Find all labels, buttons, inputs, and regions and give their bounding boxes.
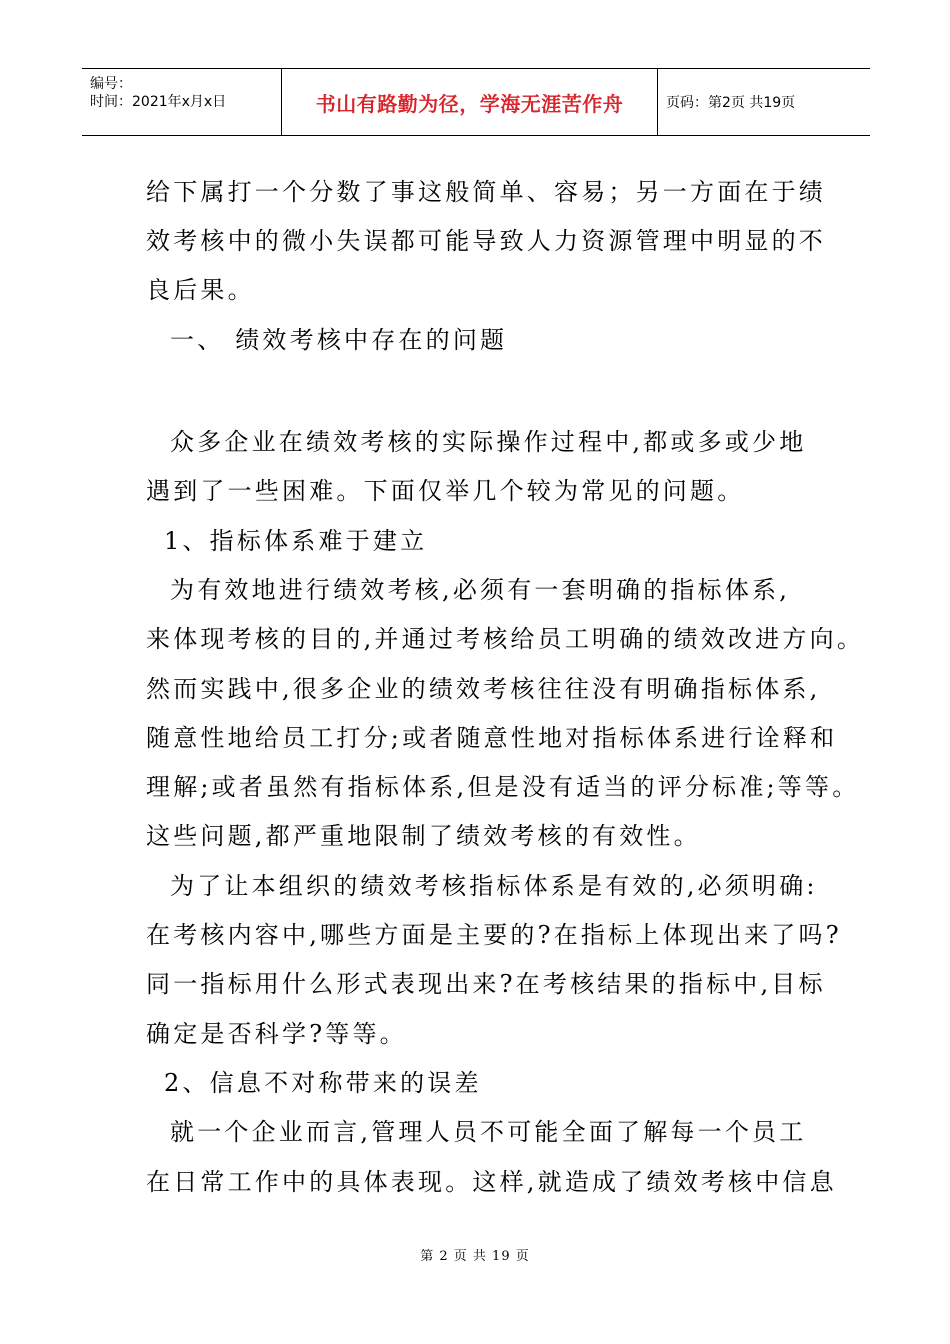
text-line: 理解;或者虽然有指标体系,但是没有适当的评分标准;等等。	[146, 773, 860, 801]
text-line: 为了让本组织的绩效考核指标体系是有效的,必须明确:	[170, 872, 818, 900]
page-header	[82, 68, 870, 136]
text-line: 众多企业在绩效考核的实际操作过程中,都或多或少地	[170, 428, 807, 456]
section-heading: 一、 绩效考核中存在的问题	[170, 326, 508, 354]
text-line: 给下属打一个分数了事这般简单、容易；另一方面在于绩	[146, 178, 826, 206]
header-motto: 书山有路勤为径，学海无涯苦作舟	[315, 91, 624, 116]
subsection-heading: 2、信息不对称带来的误差	[164, 1069, 482, 1097]
text-line: 就一个企业而言,管理人员不可能全面了解每一个员工	[170, 1118, 807, 1146]
header-meta	[82, 69, 282, 135]
text-line: 在考核内容中,哪些方面是主要的?在指标上体现出来了吗?	[146, 921, 842, 949]
text-line: 确定是否科学?等等。	[146, 1020, 407, 1048]
text-line: 然而实践中,很多企业的绩效考核往往没有明确指标体系,	[146, 675, 821, 703]
text-line: 为有效地进行绩效考核,必须有一套明确的指标体系,	[170, 576, 791, 604]
text-line: 遇到了一些困难。下面仅举几个较为常见的问题。	[146, 477, 745, 505]
text-line: 这些问题,都严重地限制了绩效考核的有效性。	[146, 822, 701, 850]
text-line: 良后果。	[146, 276, 255, 304]
subsection-heading: 1、指标体系难于建立	[164, 527, 428, 555]
text-line: 来体现考核的目的,并通过考核给员工明确的绩效改进方向。	[146, 625, 865, 653]
text-line: 同一指标用什么形式表现出来?在考核结果的指标中,目标	[146, 970, 826, 998]
doc-time-label: 时间：2021年x月x日	[90, 94, 227, 110]
header-motto-cell	[282, 69, 658, 135]
text-line: 在日常工作中的具体表现。这样,就造成了绩效考核中信息	[146, 1168, 837, 1196]
header-page-info-cell	[658, 69, 870, 135]
doc-number-label: 编号：	[90, 76, 132, 92]
header-page-info: 页码：第2页 共19页	[666, 95, 796, 111]
text-line: 随意性地给员工打分;或者随意性地对指标体系进行诠释和	[146, 724, 838, 752]
text-line: 效考核中的微小失误都可能导致人力资源管理中明显的不	[146, 227, 826, 255]
page-footer: 第 2 页 共 19 页	[420, 1249, 530, 1264]
